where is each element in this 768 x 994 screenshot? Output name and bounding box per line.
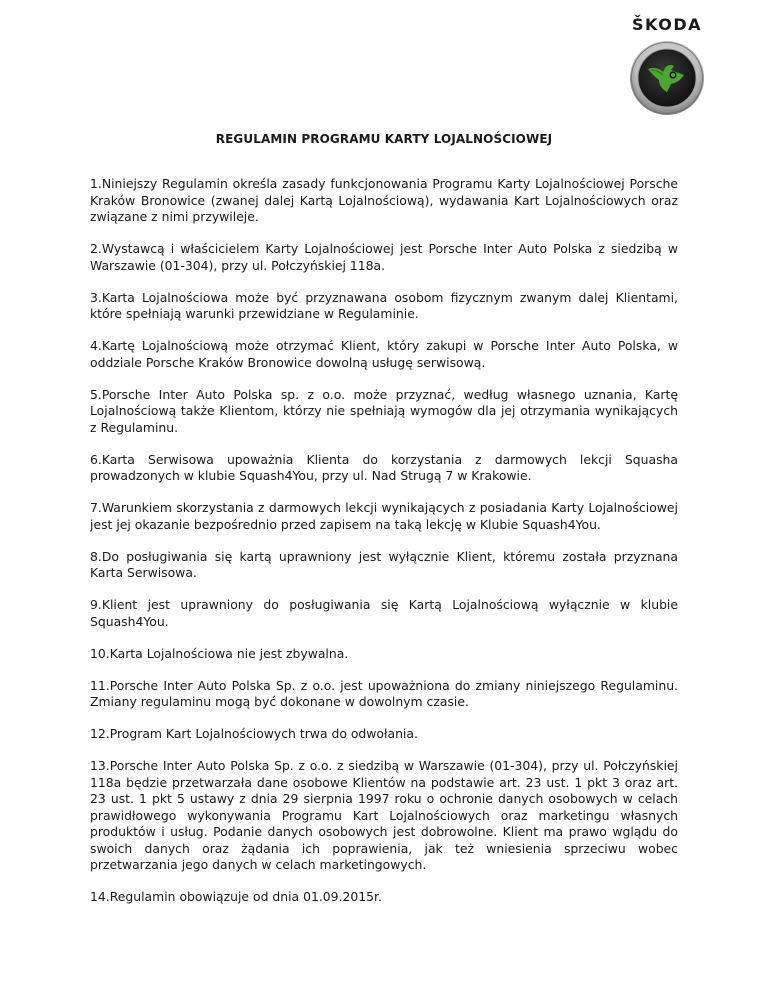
paragraph-1: 1.Niniejszy Regulamin określa zasady funkcjonowania Programu Karty Lojalnościowej Porsche Kraków Bronowice (zwanej dalej Kartą Lojalnościową), wydawania Kart Lojalnościowych oraz związane z nimi przywileje.	[90, 176, 678, 224]
paragraph-12: 12.Program Kart Lojalnościowych trwa do odwołania.	[90, 726, 418, 741]
paragraph-2: 2.Wystawcą i właścicielem Karty Lojalnościowej jest Porsche Inter Auto Polska z siedzibą w Warszawie (01-304), przy ul. Połczyńskiej 118a.	[90, 241, 678, 273]
paragraph-13: 13.Porsche Inter Auto Polska Sp. z o.o. z siedzibą w Warszawie (01-304), przy ul. Połczyńskiej 118a będzie przetwarzała dane osobowe Klientów na podstawie art. 23 ust. 1 pkt 3 oraz art. 23 ust. 1 pkt 5 ustawy z dnia 29 sierpnia 1997 roku o ochronie danych osobowych w celach prawidłowego wykonywania Programu Kart Lojalnościowych oraz marketingu własnych produktów i usług. Podanie danych osobowych jest dobrowolne. Klient ma prawo wglądu do swoich danych oraz żądania ich poprawienia, jak też wniesienia sprzeciwu wobec przetwarzania jego danych w celach marketingowych.	[90, 758, 678, 872]
paragraph-8: 8.Do posługiwania się kartą uprawniony jest wyłącznie Klient, któremu została przyznana Karta Serwisowa.	[90, 548, 678, 580]
paragraph-9: 9.Klient jest uprawniony do posługiwania się Kartą Lojalnościową wyłącznie w klubie Squash4You.	[90, 597, 678, 629]
paragraph-4: 4.Kartę Lojalnościową może otrzymać Klient, który zakupi w Porsche Inter Auto Polska, w oddziale Porsche Kraków Bronowice dowolną usługę serwisową.	[90, 338, 678, 370]
brand-wordmark: ŠKODA	[632, 15, 702, 34]
paragraph-6: 6.Karta Serwisowa upoważnia Klienta do korzystania z darmowych lekcji Squasha prowadzonych w klubie Squash4You, przy ul. Nad Strugą 7 w Krakowie.	[90, 451, 678, 483]
paragraph-14: 14.Regulamin obowiązuje od dnia 01.09.2015r.	[90, 889, 382, 904]
skoda-winged-arrow-icon	[629, 40, 705, 116]
document-body	[90, 176, 678, 921]
paragraph-11: 11.Porsche Inter Auto Polska Sp. z o.o. jest upoważniona do zmiany niniejszego Regulaminu. Zmiany regulaminu mogą być dokonane w dowolnym czasie.	[90, 677, 678, 709]
paragraph-3: 3.Karta Lojalnościowa może być przyznawana osobom fizycznym zwanym dalej Klientami, które spełniają warunki przewidziane w Regulaminie.	[90, 289, 678, 321]
paragraph-7: 7.Warunkiem skorzystania z darmowych lekcji wynikających z posiadania Karty Lojalnościowej jest jej okazanie bezpośrednio przed zapisem na taką lekcję w Klubie Squash4You.	[90, 500, 678, 532]
paragraph-5: 5.Porsche Inter Auto Polska sp. z o.o. może przyznać, według własnego uznania, Kartę Lojalnościową także Klientom, którzy nie spełniają wymogów dla jej otrzymania wynikających z Regulaminu.	[90, 386, 678, 435]
brand-header	[626, 16, 708, 116]
document-title: REGULAMIN PROGRAMU KARTY LOJALNOŚCIOWEJ	[215, 132, 553, 146]
paragraph-10: 10.Karta Lojalnościowa nie jest zbywalna.	[90, 645, 349, 661]
